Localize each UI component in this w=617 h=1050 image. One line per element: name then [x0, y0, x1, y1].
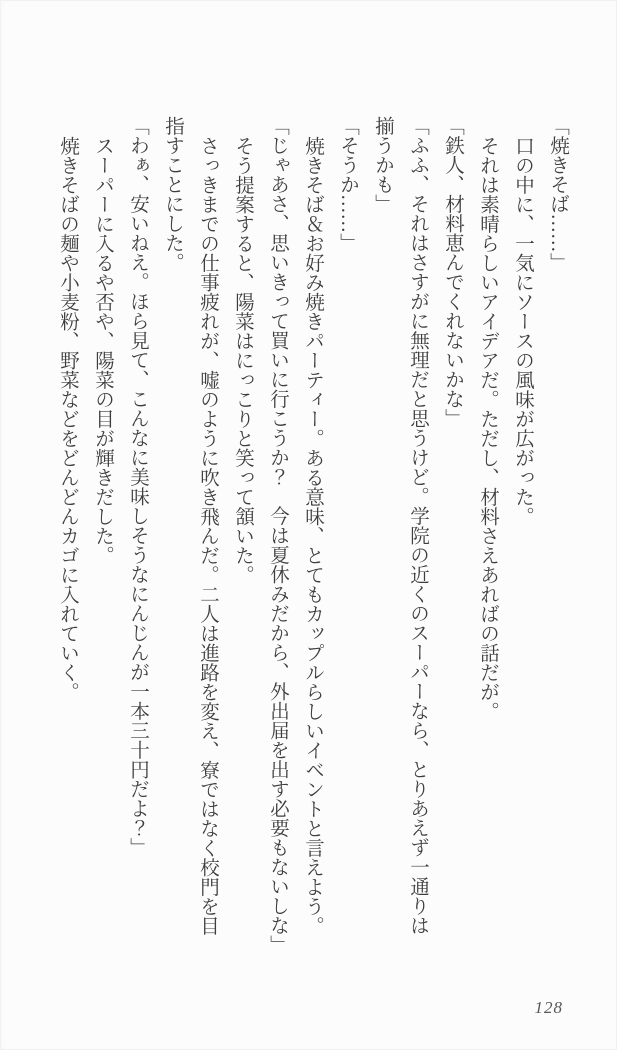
text-line: 「ふふ、それはさすがに無理だと思うけど。学院の近くのスーパーなら、とりあえず一通りは	[407, 116, 428, 935]
text-line: さっきまでの仕事疲れが、嘘のように吹き飛んだ。二人は進路を変え、寮ではなく校門を目	[197, 135, 218, 935]
page-number: 128	[534, 998, 563, 1017]
text-line: それは素晴らしいアイデアだ。ただし、材料さえあればの話だが。	[477, 135, 498, 721]
text-line: 「そうか……」	[337, 116, 358, 253]
text-line: 揃うかも」	[372, 116, 393, 214]
text-line: 「わぁ、安いねえ。ほら見て、こんなに美味しそうなにんじんが一本三十円だよ？」	[127, 116, 148, 857]
text-line: 口の中に、一気にソースの風味が広がった。	[512, 135, 533, 526]
text-line: 「じゃあさ、思いきって買いに行こうか？ 今は夏休みだから、外出届を出す必要もないしな」	[267, 116, 288, 955]
text-line: 指すことにした。	[162, 116, 183, 272]
text-line: 「焼きそば……」	[547, 116, 568, 272]
page-text	[50, 116, 575, 955]
text-line: そう提案すると、陽菜はにっこりと笑って頷いた。	[232, 135, 253, 584]
text-line: 焼きそばの麺や小麦粉、野菜などをどんどんカゴに入れていく。	[57, 135, 78, 701]
text-line: 焼きそば＆お好み焼きパーティー。ある意味、とてもカップルらしいイベントと言えよう。	[302, 135, 323, 935]
text-line: スーパーに入るや否や、陽菜の目が輝きだした。	[92, 135, 113, 565]
text-line: 「鉄人、材料恵んでくれないかな」	[442, 116, 463, 428]
